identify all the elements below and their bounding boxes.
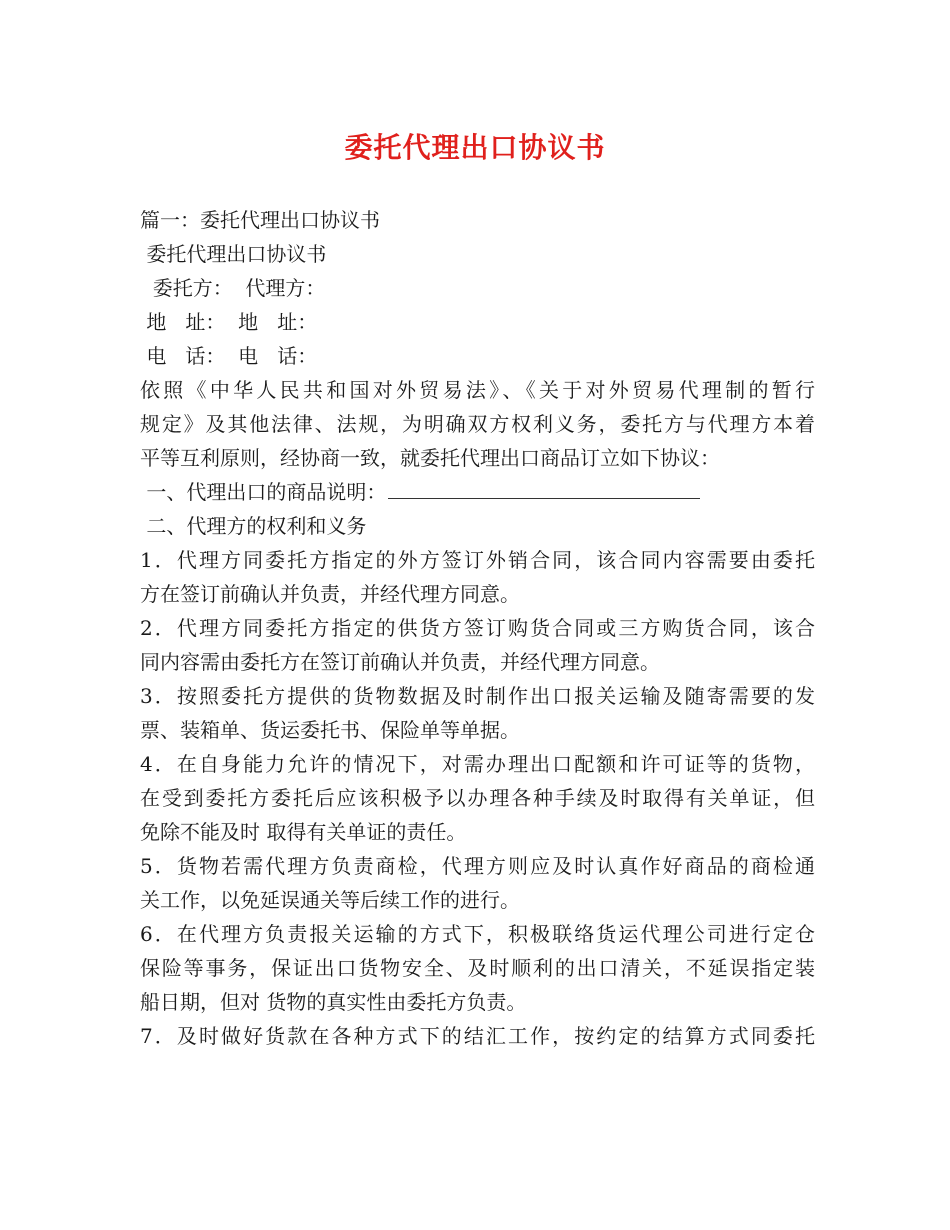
- clause-4-line-3: 免除不能及时 取得有关单证的责任。: [140, 820, 467, 844]
- agreement-subtitle: 委托代理出口协议书: [140, 242, 327, 266]
- clause-3-line-1: 3．按照委托方提供的货物数据及时制作出口报关运输及随寄需要的发: [140, 684, 815, 708]
- clause-7-line-1: 7．及时做好货款在各种方式下的结汇工作，按约定的结算方式同委托: [140, 1024, 815, 1048]
- clause-3-line-2: 票、装箱单、货运委托书、保险单等单据。: [140, 718, 520, 742]
- document-title: 委托代理出口协议书: [344, 131, 606, 164]
- preamble-line-2: 规定》及其他法律、法规，为明确双方权利义务，委托方与代理方本着: [140, 412, 815, 436]
- clause-1-line-2: 方在签订前确认并负责，并经代理方同意。: [140, 582, 520, 606]
- clause-4-line-2: 在受到委托方委托后应该积极予以办理各种手续及时取得有关单证，但: [140, 786, 815, 810]
- section-2-heading: 二、代理方的权利和义务: [140, 514, 367, 538]
- clause-2-line-1: 2．代理方同委托方指定的供货方签订购货合同或三方购货合同，该合: [140, 616, 815, 640]
- clause-5-line-2: 关工作，以免延误通关等后续工作的进行。: [140, 888, 520, 912]
- preamble-line-3: 平等互利原则，经协商一致，就委托代理出口商品订立如下协议：: [140, 446, 720, 470]
- section-1-line: [140, 475, 815, 509]
- party-phone-line: 电 话： 电 话：: [140, 344, 318, 368]
- clause-6-line-2: 保险等事务，保证出口货物安全、及时顺利的出口清关，不延误指定装: [140, 956, 815, 980]
- preamble-line-1: 依照《中华人民共和国对外贸易法》、《关于对外贸易代理制的暂行: [140, 378, 815, 402]
- clause-5-line-1: 5．货物若需代理方负责商检，代理方则应及时认真作好商品的商检通: [140, 854, 815, 878]
- chapter-heading: 篇一：委托代理出口协议书: [140, 208, 380, 232]
- clause-2-line-2: 同内容需由委托方在签订前确认并负责，并经代理方同意。: [140, 650, 660, 674]
- clause-4-line-1: 4．在自身能力允许的情况下，对需办理出口配额和许可证等的货物，: [140, 752, 815, 776]
- clause-1-line-1: 1．代理方同委托方指定的外方签订外销合同，该合同内容需要由委托: [140, 548, 815, 572]
- party-address-line: 地 址： 地 址：: [140, 310, 318, 334]
- clause-6-line-3: 船日期，但对 货物的真实性由委托方负责。: [140, 990, 527, 1014]
- section-1-heading: 一、代理出口的商品说明：: [140, 480, 387, 504]
- clause-6-line-1: 6．在代理方负责报关运输的方式下，积极联络货运代理公司进行定仓: [140, 922, 815, 946]
- party-names-line: 委托方： 代理方：: [140, 276, 326, 300]
- goods-description-blank: [388, 476, 700, 499]
- document-body: [140, 203, 815, 1053]
